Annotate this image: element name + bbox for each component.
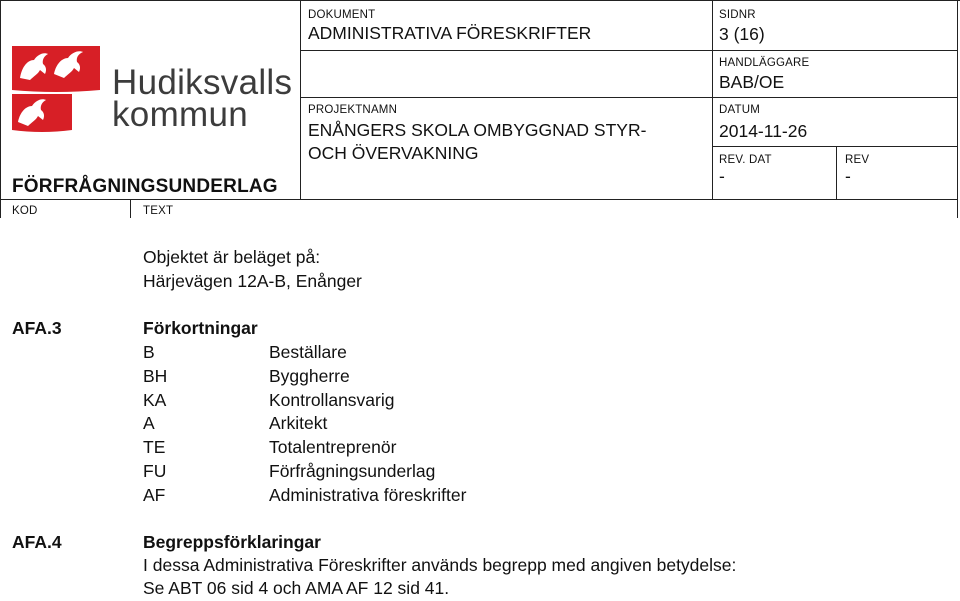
header-rule-row2 xyxy=(300,97,958,98)
rev-label: REV xyxy=(845,154,870,166)
abbreviation-value: Kontrollansvarig xyxy=(269,390,395,410)
municipality-logo xyxy=(12,44,292,134)
section-code-afa4: AFA.4 xyxy=(12,532,62,552)
projektnamn-value-line1: ENÅNGERS SKOLA OMBYGGNAD STYR- xyxy=(308,120,647,140)
definitions-line2: Se ABT 06 sid 4 och AMA AF 12 sid 41. xyxy=(143,578,450,598)
section-title-begreppsforklaringar: Begreppsförklaringar xyxy=(143,532,321,552)
revdat-value: - xyxy=(719,166,725,186)
header-top-rule xyxy=(0,0,960,1)
dokument-value: ADMINISTRATIVA FÖRESKRIFTER xyxy=(308,23,592,43)
abbreviation-key: TE xyxy=(143,437,166,457)
abbreviation-value: Administrativa föreskrifter xyxy=(269,485,467,505)
location-line2: Härjevägen 12A-B, Enånger xyxy=(143,271,362,291)
text-column-label: TEXT xyxy=(143,205,174,217)
abbreviation-value: Beställare xyxy=(269,342,347,362)
header-divider-left xyxy=(300,0,301,200)
document-type-title: FÖRFRÅGNINGSUNDERLAG xyxy=(12,176,278,197)
header-rule-row1 xyxy=(300,50,958,51)
handlaggare-label: HANDLÄGGARE xyxy=(719,57,810,69)
datum-value: 2014-11-26 xyxy=(719,121,808,141)
abbreviation-key: A xyxy=(143,413,155,433)
revdat-label: REV. DAT xyxy=(719,154,772,166)
projektnamn-value-line2: OCH ÖVERVAKNING xyxy=(308,143,479,163)
dokument-label: DOKUMENT xyxy=(308,9,376,21)
sidnr-value: 3 (16) xyxy=(719,24,765,44)
sidnr-label: SIDNR xyxy=(719,9,756,21)
datum-label: DATUM xyxy=(719,104,761,116)
location-line1: Objektet är beläget på: xyxy=(143,247,321,267)
abbreviation-value: Byggherre xyxy=(269,366,350,386)
kod-text-divider xyxy=(130,199,131,218)
header-divider-right xyxy=(712,0,713,200)
abbreviation-value: Arkitekt xyxy=(269,413,328,433)
handlaggare-value: BAB/OE xyxy=(719,72,785,92)
section-code-afa3: AFA.3 xyxy=(12,318,62,338)
abbreviation-value: Förfrågningsunderlag xyxy=(269,461,436,481)
brand-name-line2: kommun xyxy=(112,95,249,134)
abbreviation-key: B xyxy=(143,342,155,362)
goat-crest-logo-icon xyxy=(12,44,104,134)
abbreviation-key: KA xyxy=(143,390,167,410)
header-divider-rev xyxy=(836,146,837,200)
kod-column-label: KOD xyxy=(12,205,38,217)
header-right-border xyxy=(957,0,958,218)
abbreviation-key: FU xyxy=(143,461,167,481)
header-rule-row3 xyxy=(712,146,958,147)
abbreviation-key: BH xyxy=(143,366,168,386)
abbreviation-value: Totalentreprenör xyxy=(269,437,397,457)
section-title-forkortningar: Förkortningar xyxy=(143,318,258,338)
brand-name-line1: Hudiksvalls xyxy=(112,63,293,102)
header-left-border xyxy=(0,0,1,218)
header-bottom-rule xyxy=(0,199,958,200)
projektnamn-label: PROJEKTNAMN xyxy=(308,104,398,116)
abbreviation-key: AF xyxy=(143,485,166,505)
definitions-line1: I dessa Administrativa Föreskrifter används begrepp med angiven betydelse: xyxy=(143,555,737,575)
rev-value: - xyxy=(845,166,851,186)
